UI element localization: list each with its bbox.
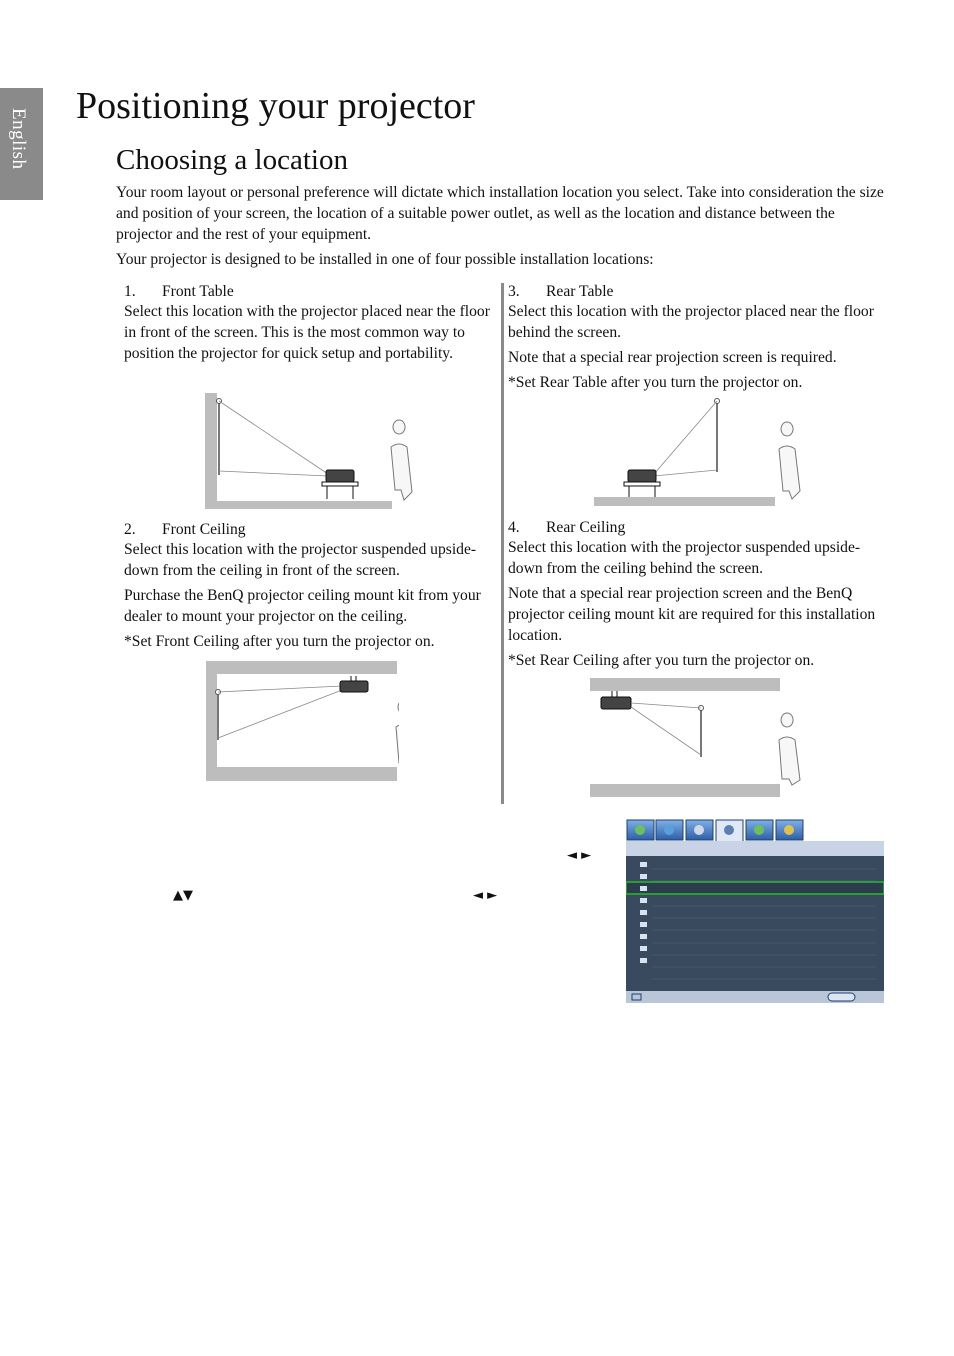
location-3-name: Rear Table [546,283,614,300]
up-down-arrows: ▲▼ [173,888,193,903]
location-4-heading [508,517,625,538]
section-heading: Choosing a location [116,144,348,176]
location-3-note: Note that a special rear projection screen is required. [508,349,837,366]
column-divider [501,283,504,804]
location-4-desc: Select this location with the projector suspended upside-down from the ceiling behind the screen. [508,539,861,577]
language-label: English [8,108,29,170]
location-2-heading [124,519,246,540]
location-1-desc: Select this location with the projector placed near the floor in front of the screen. This is the most common way to position the projector for quick setup and portability. [124,303,490,362]
location-2-note: Purchase the BenQ projector ceiling mount kit from your dealer to mount your projector on the ceiling. [124,587,481,625]
front-ceiling-diagram [205,660,399,782]
location-2-number: 2. [124,521,136,538]
location-1-name: Front Table [162,283,234,300]
osd-menu-screenshot [626,819,884,1003]
front-table-diagram [204,392,416,510]
location-2-set-note: *Set Front Ceiling after you turn the projector on. [124,633,435,650]
location-3-set-note: *Set Rear Table after you turn the projector on. [508,374,803,391]
rear-ceiling-diagram [588,677,806,799]
location-4-set-note: *Set Rear Ceiling after you turn the projector on. [508,652,815,669]
language-side-tab [0,88,43,200]
left-right-arrows-2: ◄ ► [473,888,498,903]
location-3-desc: Select this location with the projector placed near the floor behind the screen. [508,303,874,341]
left-right-arrows: ◄ ► [567,848,592,863]
intro-paragraph: Your room layout or personal preference will dictate which installation location you select. Take into consideration the size and position of your screen, the location of a suitable power outlet, as well as the location and distance between the projector and the rest of your equipment. [116,184,884,243]
location-2-desc: Select this location with the projector suspended upside-down from the ceiling in front of the screen. [124,541,477,579]
location-3-heading [508,281,613,302]
location-4-note: Note that a special rear projection screen and the BenQ projector ceiling mount kit are required for this installation location. [508,585,876,644]
location-1-heading [124,281,234,302]
rear-table-diagram [592,396,808,508]
location-4-number: 4. [508,519,520,536]
page-title: Positioning your projector [76,85,475,127]
location-2-name: Front Ceiling [162,521,246,538]
location-3-number: 3. [508,283,520,300]
intro-paragraph-2: Your projector is designed to be installed in one of four possible installation locations: [116,251,654,268]
location-1-number: 1. [124,283,136,300]
location-4-name: Rear Ceiling [546,519,626,536]
